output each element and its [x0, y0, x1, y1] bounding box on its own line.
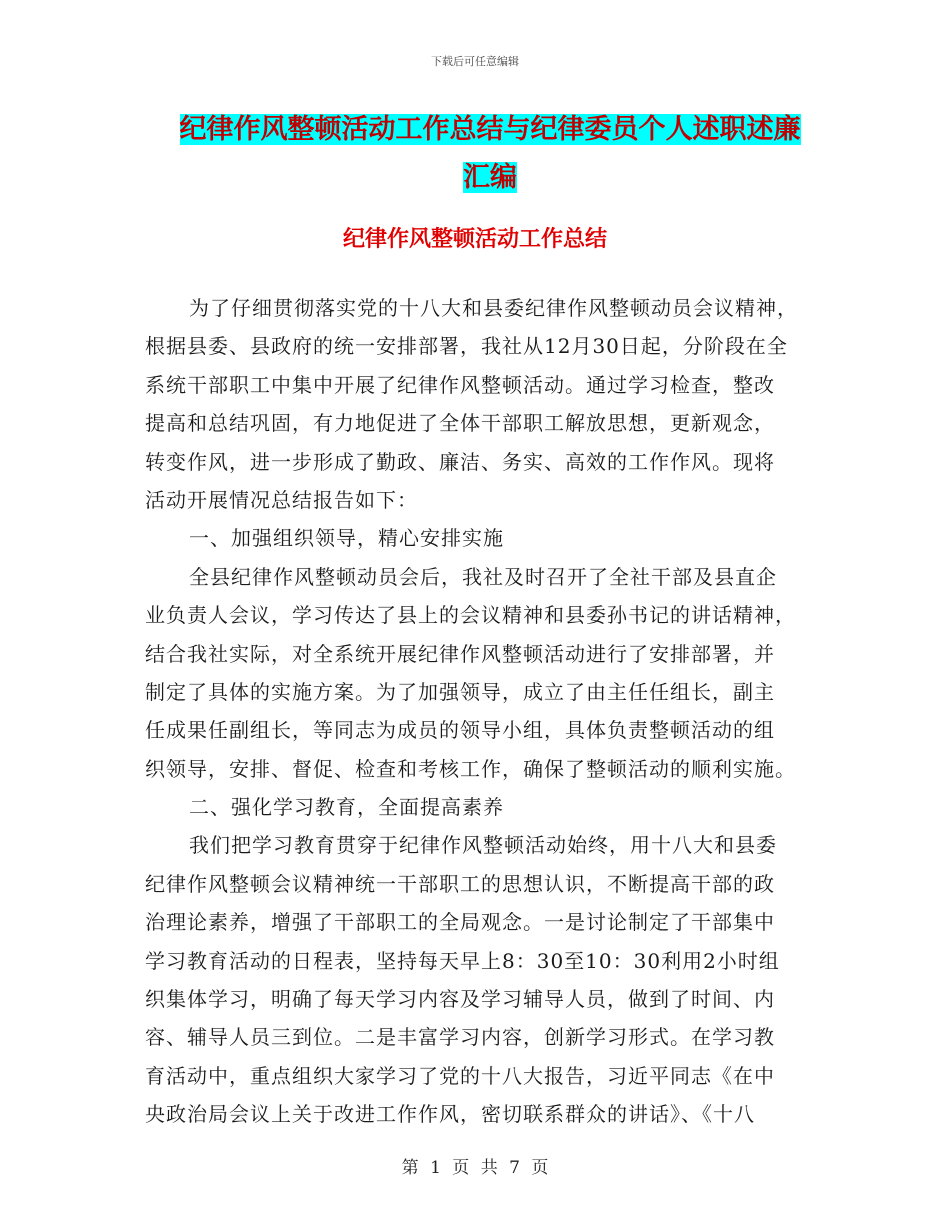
- paragraph-line: 央政治局会议上关于改进工作作风，密切联系群众的讲话》、《十八: [145, 1102, 755, 1127]
- paragraph-line: 系统干部职工中集中开展了纪律作风整顿活动。通过学习检查，整改: [145, 372, 775, 397]
- paragraph-line: 学习教育活动的日程表，坚持每天早上8：30至10：30利用2小时组: [145, 948, 780, 973]
- paragraph-line: 活动开展情况总结报告如下：: [145, 487, 418, 512]
- paragraph-line: 织领导，安排、督促、检查和考核工作，确保了整顿活动的顺利实施。: [145, 756, 796, 781]
- section-heading-1: 一、加强组织领导，精心安排实施: [189, 526, 504, 551]
- paragraph-line: 纪律作风整顿会议精神统一干部职工的思想认识，不断提高干部的政: [145, 871, 775, 896]
- document-title-line-1: 纪律作风整顿活动工作总结与纪律委员个人述职述廉: [179, 114, 801, 145]
- paragraph-line: 任成果任副组长，等同志为成员的领导小组，具体负责整顿活动的组: [145, 718, 775, 743]
- paragraph-line: 我们把学习教育贯穿于纪律作风整顿活动始终，用十八大和县委: [189, 833, 777, 858]
- paragraph-line: 治理论素养，增强了干部职工的全局观念。一是讨论制定了干部集中: [145, 910, 775, 935]
- paragraph-line: 制定了具体的实施方案。为了加强领导，成立了由主任任组长，副主: [145, 679, 775, 704]
- page-footer: 第 1 页 共 7 页: [401, 1158, 549, 1178]
- paragraph-line: 容、辅导人员三到位。二是丰富学习内容，创新学习形式。在学习教: [145, 1025, 775, 1050]
- paragraph-line: 根据县委、县政府的统一安排部署，我社从12月30日起，分阶段在全: [145, 334, 788, 359]
- section-heading-2: 二、强化学习教育，全面提高素养: [189, 795, 504, 820]
- paragraph-line: 业负责人会议，学习传达了县上的会议精神和县委孙书记的讲话精神，: [145, 603, 796, 628]
- paragraph-line: 全县纪律作风整顿动员会后，我社及时召开了全社干部及县直企: [189, 564, 777, 589]
- document-title-line-2: 汇编: [463, 162, 517, 193]
- body-text: [145, 289, 810, 1134]
- paragraph-line: 育活动中，重点组织大家学习了党的十八大报告，习近平同志《在中: [145, 1063, 775, 1088]
- section-title: 纪律作风整顿活动工作总结: [342, 227, 607, 252]
- document-title: [150, 106, 830, 202]
- header-note: 下载后可任意编辑: [431, 55, 519, 68]
- paragraph-line: 为了仔细贯彻落实党的十八大和县委纪律作风整顿动员会议精神，: [189, 296, 798, 320]
- paragraph-line: 转变作风，进一步形成了勤政、廉洁、务实、高效的工作作风。现将: [145, 449, 775, 474]
- paragraph-line: 结合我社实际，对全系统开展纪律作风整顿活动进行了安排部署，并: [145, 641, 775, 666]
- paragraph-line: 提高和总结巩固，有力地促进了全体干部职工解放思想，更新观念，: [145, 411, 775, 436]
- paragraph-line: 织集体学习，明确了每天学习内容及学习辅导人员，做到了时间、内: [145, 987, 775, 1012]
